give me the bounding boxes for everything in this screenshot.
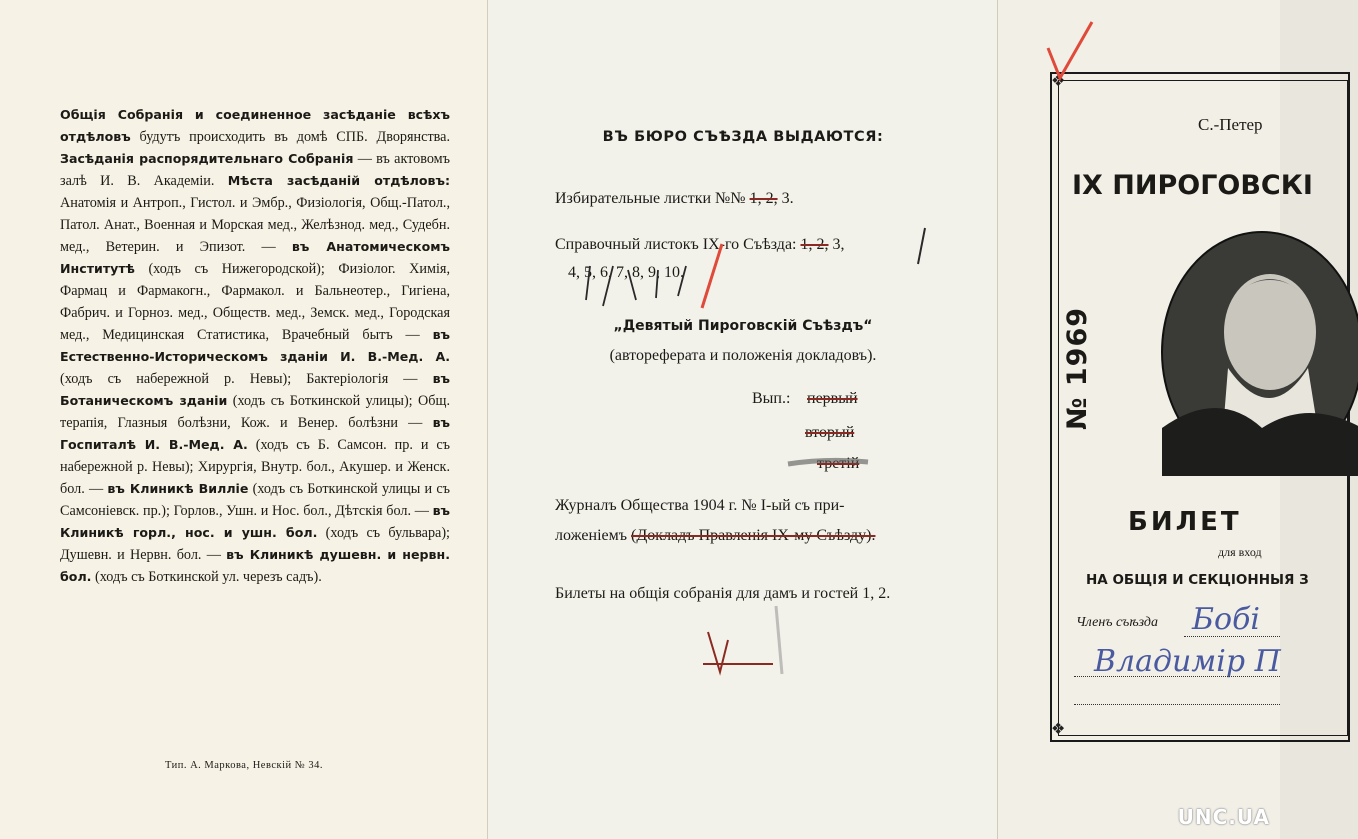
journal-struck: (Докладъ Правленія IX-му Съѣзду).	[631, 527, 876, 544]
journal-label: ложеніемъ	[555, 527, 632, 544]
entry-label: для вход	[1218, 545, 1262, 559]
journal-line-2	[555, 527, 875, 545]
pencil-marks	[488, 0, 998, 839]
paragraph-bold-segment: въ Клиникѣ душевн. и нервн. бол.	[60, 547, 450, 584]
paragraph-segment: Анатомія и Антроп., Гистол. и Эмбр., Физіологія, Общ.-Патол., Патол. Анат., Военная и Морская мед., Желѣзнод. мед., Судебн. мед., Ветерин. и Эпизот. —	[60, 195, 450, 255]
right-page	[998, 0, 1313, 839]
ballots-line	[555, 190, 794, 208]
ballots-struck: 1, 2,	[749, 190, 778, 207]
reference-line-2: 4, 5, 6, 7, 8, 9, 10.	[568, 264, 684, 281]
member-dotted-line	[1184, 636, 1280, 637]
locations-paragraph	[60, 104, 450, 588]
city-text: С.-Петер	[1198, 115, 1263, 134]
bureau-heading: ВЪ БЮРО СЪѢЗДА ВЫДАЮТСЯ:	[602, 129, 884, 145]
reference-struck: 1, 2,	[800, 236, 829, 253]
paragraph-bold-segment: въ Естественно-Историческомъ зданіи И. В.-Мед. А.	[60, 327, 450, 364]
reference-line	[555, 236, 845, 254]
journal-line-1: Журналъ Общества 1904 г. № I-ый съ при-	[555, 497, 845, 514]
issue-second: вторый	[805, 424, 855, 441]
tickets-line: Билеты на общія собранія для дамъ и гостей 1, 2.	[555, 585, 891, 602]
meetings-label: НА ОБЩІЯ И СЕКЦІОННЫЯ З	[1086, 572, 1309, 588]
paragraph-segment: (ходъ съ Б. Самсон. пр. и съ набережной р. Невы); Хирургія, Внутр. бол., Акушер. и Женск. бол. —	[60, 437, 451, 497]
paragraph-bold-segment: въ Госпиталѣ И. В.-Мед. А.	[60, 415, 450, 452]
paragraph-segment: (ходъ съ набережной р. Невы); Бактеріологія —	[60, 371, 433, 387]
issue-label: Вып.:	[752, 390, 791, 407]
paragraph-segment: — въ актовомъ залѣ И. В. Академіи.	[60, 151, 450, 189]
congress-heading: IX ПИРОГОВСКІ	[1072, 170, 1313, 201]
ticket-label: БИЛЕТ	[1128, 507, 1242, 537]
watermark: UNC.UA	[1177, 805, 1270, 829]
congress-title: „Девятый Пироговскій Съѣздъ“	[613, 318, 873, 334]
paragraph-segment: (ходъ съ Нижегородской); Физіолог. Химія, Фармац и Фармакогн., Фармакол. и Бальнеотер., Гигіена, Фабрич. и Горноз. мед., Обществ. мед., Земск. мед., Городская мед., Медицинская Статистика, Врачебный бытъ —	[60, 261, 450, 343]
paragraph-bold-segment: въ Клиникѣ Вилліе	[107, 481, 249, 496]
name-dotted-line	[1074, 676, 1280, 677]
pirogov-portrait	[1158, 228, 1358, 476]
reference-label: Справочный листокъ IX-го Съѣзда:	[555, 236, 801, 253]
paragraph-segment: (ходъ съ Боткинской улицы); Общ. терапія, Глазныя болѣзни, Кож. и Венер. болѣзни —	[60, 393, 450, 431]
corner-ornament-icon: ❖	[1051, 73, 1066, 90]
paragraph-bold-segment: въ Клиникѣ горл., нос. и ушн. бол.	[60, 503, 450, 540]
paragraph-segment: (ходъ съ Боткинской улицы и съ Самсоніевск. пр.); Горлов., Ушн. и Нос. бол., Дѣтскія бол. —	[60, 481, 450, 519]
paragraph-bold-segment: Мѣста засѣданій отдѣловъ:	[227, 173, 450, 188]
ticket-number: № 1969	[1062, 306, 1093, 430]
paragraph-bold-segment: въ Анатомическомъ Институтѣ	[60, 239, 450, 276]
printer-imprint: Тип. А. Маркова, Невскій № 34.	[164, 760, 324, 771]
paragraph-segment: будутъ происходить въ домѣ СПБ. Дворянства.	[130, 129, 450, 145]
paragraph-bold-segment: Общія Собранія и соединенное засѣданіе всѣхъ отдѣловъ	[60, 107, 450, 144]
name-handwriting: Владимір П	[1094, 644, 1281, 679]
left-page	[0, 0, 488, 839]
blank-dotted-line	[1074, 704, 1280, 705]
paragraph-segment: (ходъ съ бульвара); Душевн. и Нервн. бол. —	[60, 525, 450, 563]
issue-first: первый	[807, 390, 858, 407]
ballots-label: Избирательные листки №№	[555, 190, 750, 207]
ballots-rest: 3.	[777, 190, 794, 207]
paragraph-bold-segment: въ Ботаническомъ зданіи	[60, 371, 450, 408]
congress-subtitle: (автореферата и положенія докладовъ).	[609, 347, 877, 364]
member-label: Членъ съѣзда	[1076, 615, 1159, 630]
middle-page	[488, 0, 998, 839]
issue-third: третій	[817, 455, 860, 472]
reference-rest: 3,	[828, 236, 845, 253]
corner-ornament-icon: ❖	[1051, 721, 1066, 738]
paragraph-segment: (ходъ съ Боткинской ул. черезъ садъ).	[91, 569, 322, 585]
paragraph-bold-segment: Засѣданія распорядительнаго Собранія	[60, 151, 354, 166]
member-handwriting: Бобі	[1192, 602, 1261, 637]
